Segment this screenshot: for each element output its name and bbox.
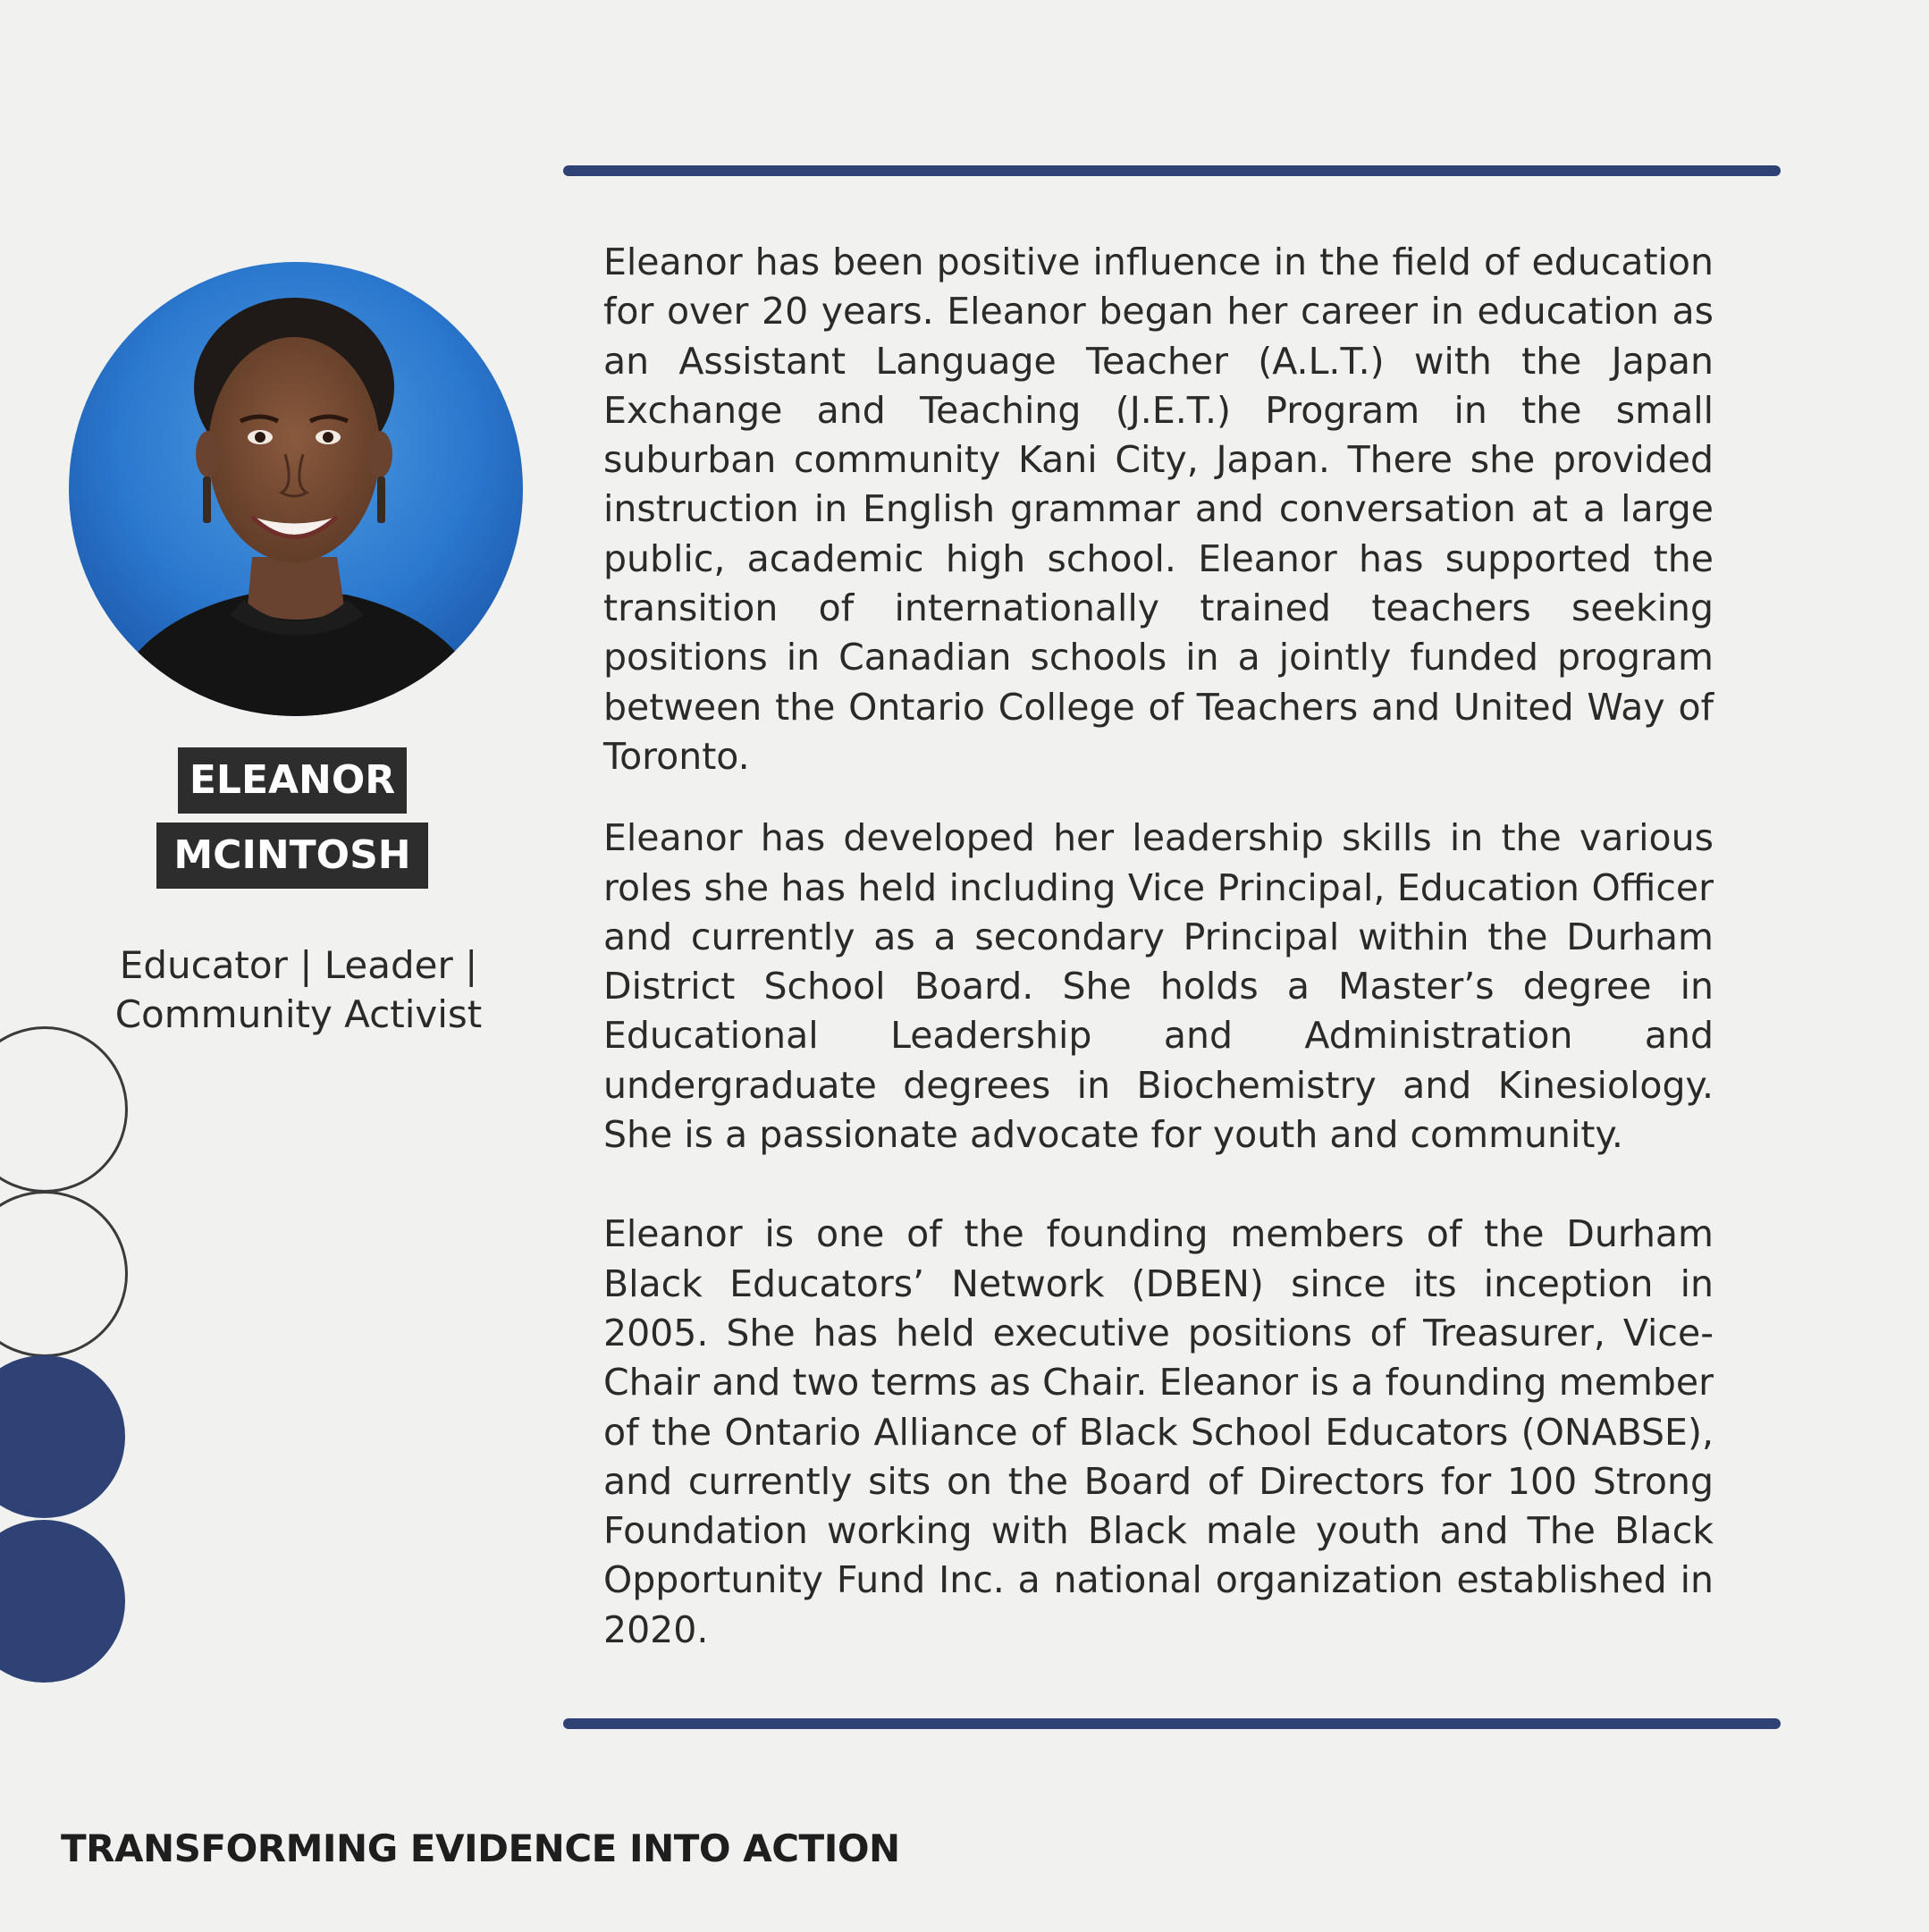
last-name-tag: MCINTOSH — [156, 823, 428, 889]
role-description: Educator | Leader | Community Activist — [114, 943, 483, 1036]
biography — [603, 238, 1714, 1655]
footer-tagline: TRANSFORMING EVIDENCE INTO ACTION — [61, 1827, 900, 1870]
decorative-circle-outline-1 — [0, 1026, 128, 1193]
decorative-circle-filled-2 — [0, 1520, 125, 1683]
bottom-divider — [563, 1718, 1781, 1729]
bio-paragraph-2: Eleanor has developed her leadership skills in the various roles she has held including Vice Principal, Education Officer and currently as a secondary Principal within the Durham District School Board. She holds a Master’s degree in Educational Leadership and Administration and undergraduate degrees in Biochemistry and Kinesiology. She is a passionate advocate for youth and community. — [603, 816, 1714, 1157]
decorative-circle-filled-1 — [0, 1355, 125, 1518]
first-name-tag: ELEANOR — [178, 747, 407, 814]
bio-paragraph-3: Eleanor is one of the founding members of the Durham Black Educators’ Network (DBEN) since its inception in 2005. She has held executive positions of Treasurer, Vice-Chair and two terms as Chair. Eleanor is a founding member of the Ontario Alliance of Black School Educators (ONABSE), and currently sits on the Board of Directors for 100 Strong Foundation working with Black male youth and The Black Opportunity Fund Inc. a national organization established in 2020. — [603, 1212, 1714, 1651]
person-portrait-icon — [69, 262, 523, 716]
top-divider — [563, 165, 1781, 176]
bio-paragraph-1: Eleanor has been positive influence in the field of education for over 20 years. Eleanor began her career in education as an Assistant Language Teacher (A.L.T.) with the Japan Exchange and Teaching (J.E.T.) Program in the small suburban community Kani City, Japan. There she provided instruction in English grammar and conversation at a large public, academic high school. Eleanor has supported the transition of internationally trained teachers seeking positions in Canadian schools in a jointly funded program between the Ontario College of Teachers and United Way of Toronto. — [603, 240, 1714, 778]
decorative-circle-outline-2 — [0, 1191, 128, 1357]
profile-photo — [69, 262, 523, 716]
